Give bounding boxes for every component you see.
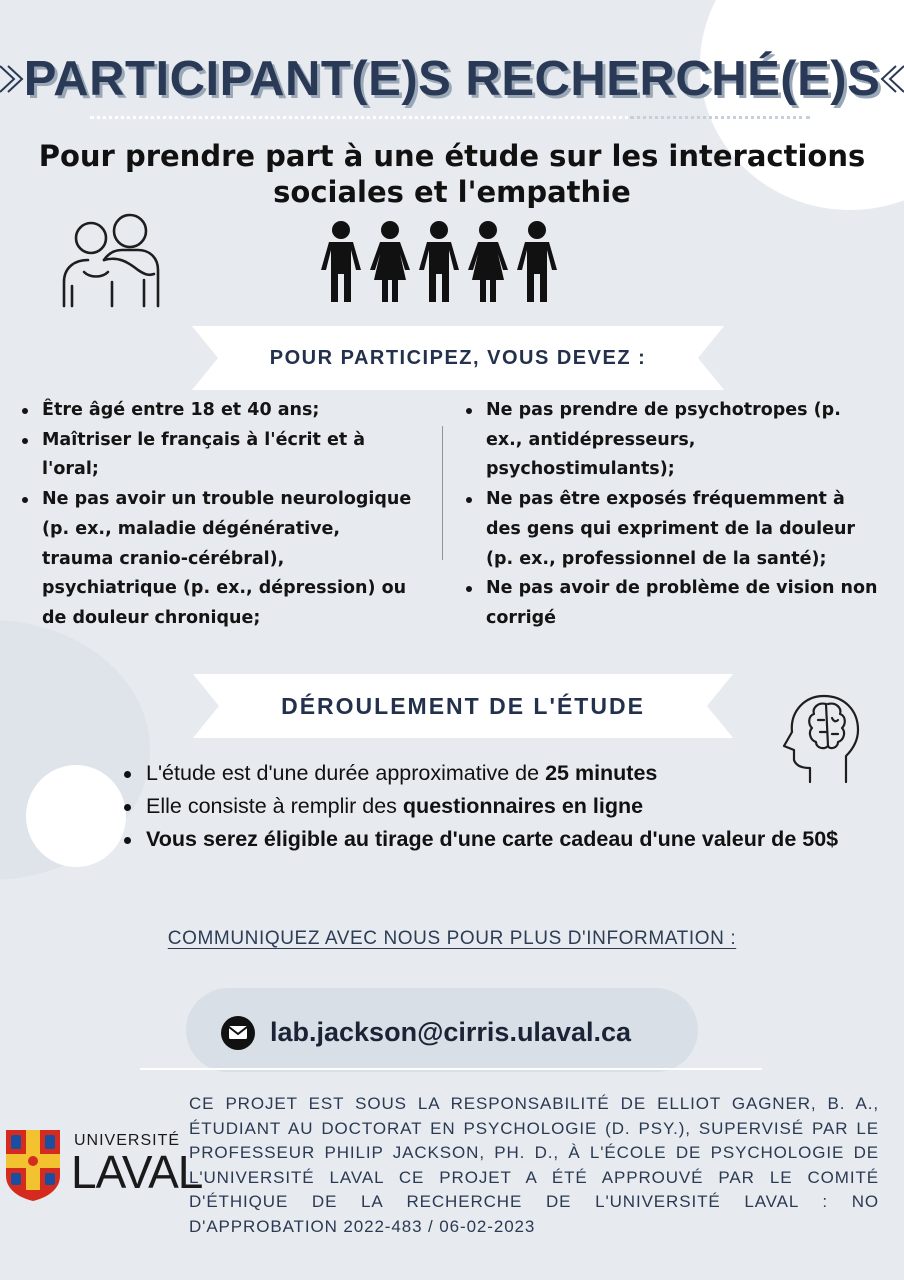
list-item: Ne pas avoir un trouble neurologique (p. ex., maladie dégénérative, trauma cranio-cérébral), psychiatrique (p. ex., dépression) ou de douleur chronique; [42,485,417,634]
subtitle: Pour prendre part à une étude sur les interactions sociales et l'empathie [38,139,866,209]
university-shield-icon [4,1128,62,1202]
study-heading: DÉROULEMENT DE L'ÉTUDE [281,693,645,719]
study-method-value: questionnaires en ligne [402,794,644,818]
university-logo [4,1128,203,1204]
study-duration-value: 25 minutes [545,761,658,785]
divider-line [140,1068,762,1070]
requirements-left-column [42,396,417,634]
study-duration-text: L'étude est d'une durée approximative de [146,761,546,785]
people-icon [318,220,566,304]
list-item: Ne pas prendre de psychotropes (p. ex., antidépresseurs, psychostimulants); [486,396,881,485]
list-item: Ne pas être exposés fréquemment à des gens qui expriment de la douleur (p. ex., professionnel de la santé); [486,485,881,574]
list-item [146,790,886,823]
hug-icon [58,212,164,308]
list-item: Vous serez éligible au tirage d'une carte cadeau d'une valeur de 50$ [146,823,886,856]
list-item: Être âgé entre 18 et 40 ans; [42,396,417,426]
requirements-right-column [486,396,881,634]
logo-text-laval: LAVAL [71,1146,203,1198]
study-banner [193,674,733,738]
title-row [0,50,904,108]
requirements-heading: POUR PARTICIPEZ, VOUS DEVEZ : [269,347,647,369]
logo-text-universite: UNIVERSITÉ [74,1132,181,1149]
requirements-banner [192,326,724,390]
page-title: PARTICIPANT(E)S RECHERCHÉ(E)S [23,52,881,106]
contact-heading: COMMUNIQUEZ AVEC NOUS POUR PLUS D'INFORMATION : [167,928,737,949]
study-list [146,757,886,856]
column-divider [442,426,443,560]
study-method-text: Elle consiste à remplir des [146,794,403,818]
list-item: Ne pas avoir de problème de vision non corrigé [486,574,881,633]
dotted-divider-accent [630,116,810,119]
footer-notice: CE PROJET EST SOUS LA RESPONSABILITÉ DE ELLIOT GAGNER, B. A., ÉTUDIANT AU DOCTORAT EN PSYCHOLOGIE (D. PSY.), SUPERVISÉ PAR LE PROFESSEUR PHILIP JACKSON, PH. D., À L'ÉCOLE DE PSYCHOLOGIE DE L'UNIVERSITÉ LAVAL CE PROJET A ÉTÉ APPROUVÉ PAR LE COMITÉ D'ÉTHIQUE DE LA RECHERCHE DE L'UNIVERSITÉ LAVAL : NO D'APPROBATION 2022-483 / 06-02-2023 [189,1094,879,1236]
list-item [146,757,886,790]
decorative-circle-small [26,765,126,867]
email-link[interactable]: lab.jackson@cirris.ulaval.ca [270,1017,632,1047]
chevron-left-icon [878,62,904,96]
list-item: Maîtriser le français à l'écrit et à l'oral; [42,426,417,485]
mail-icon [220,1015,256,1051]
